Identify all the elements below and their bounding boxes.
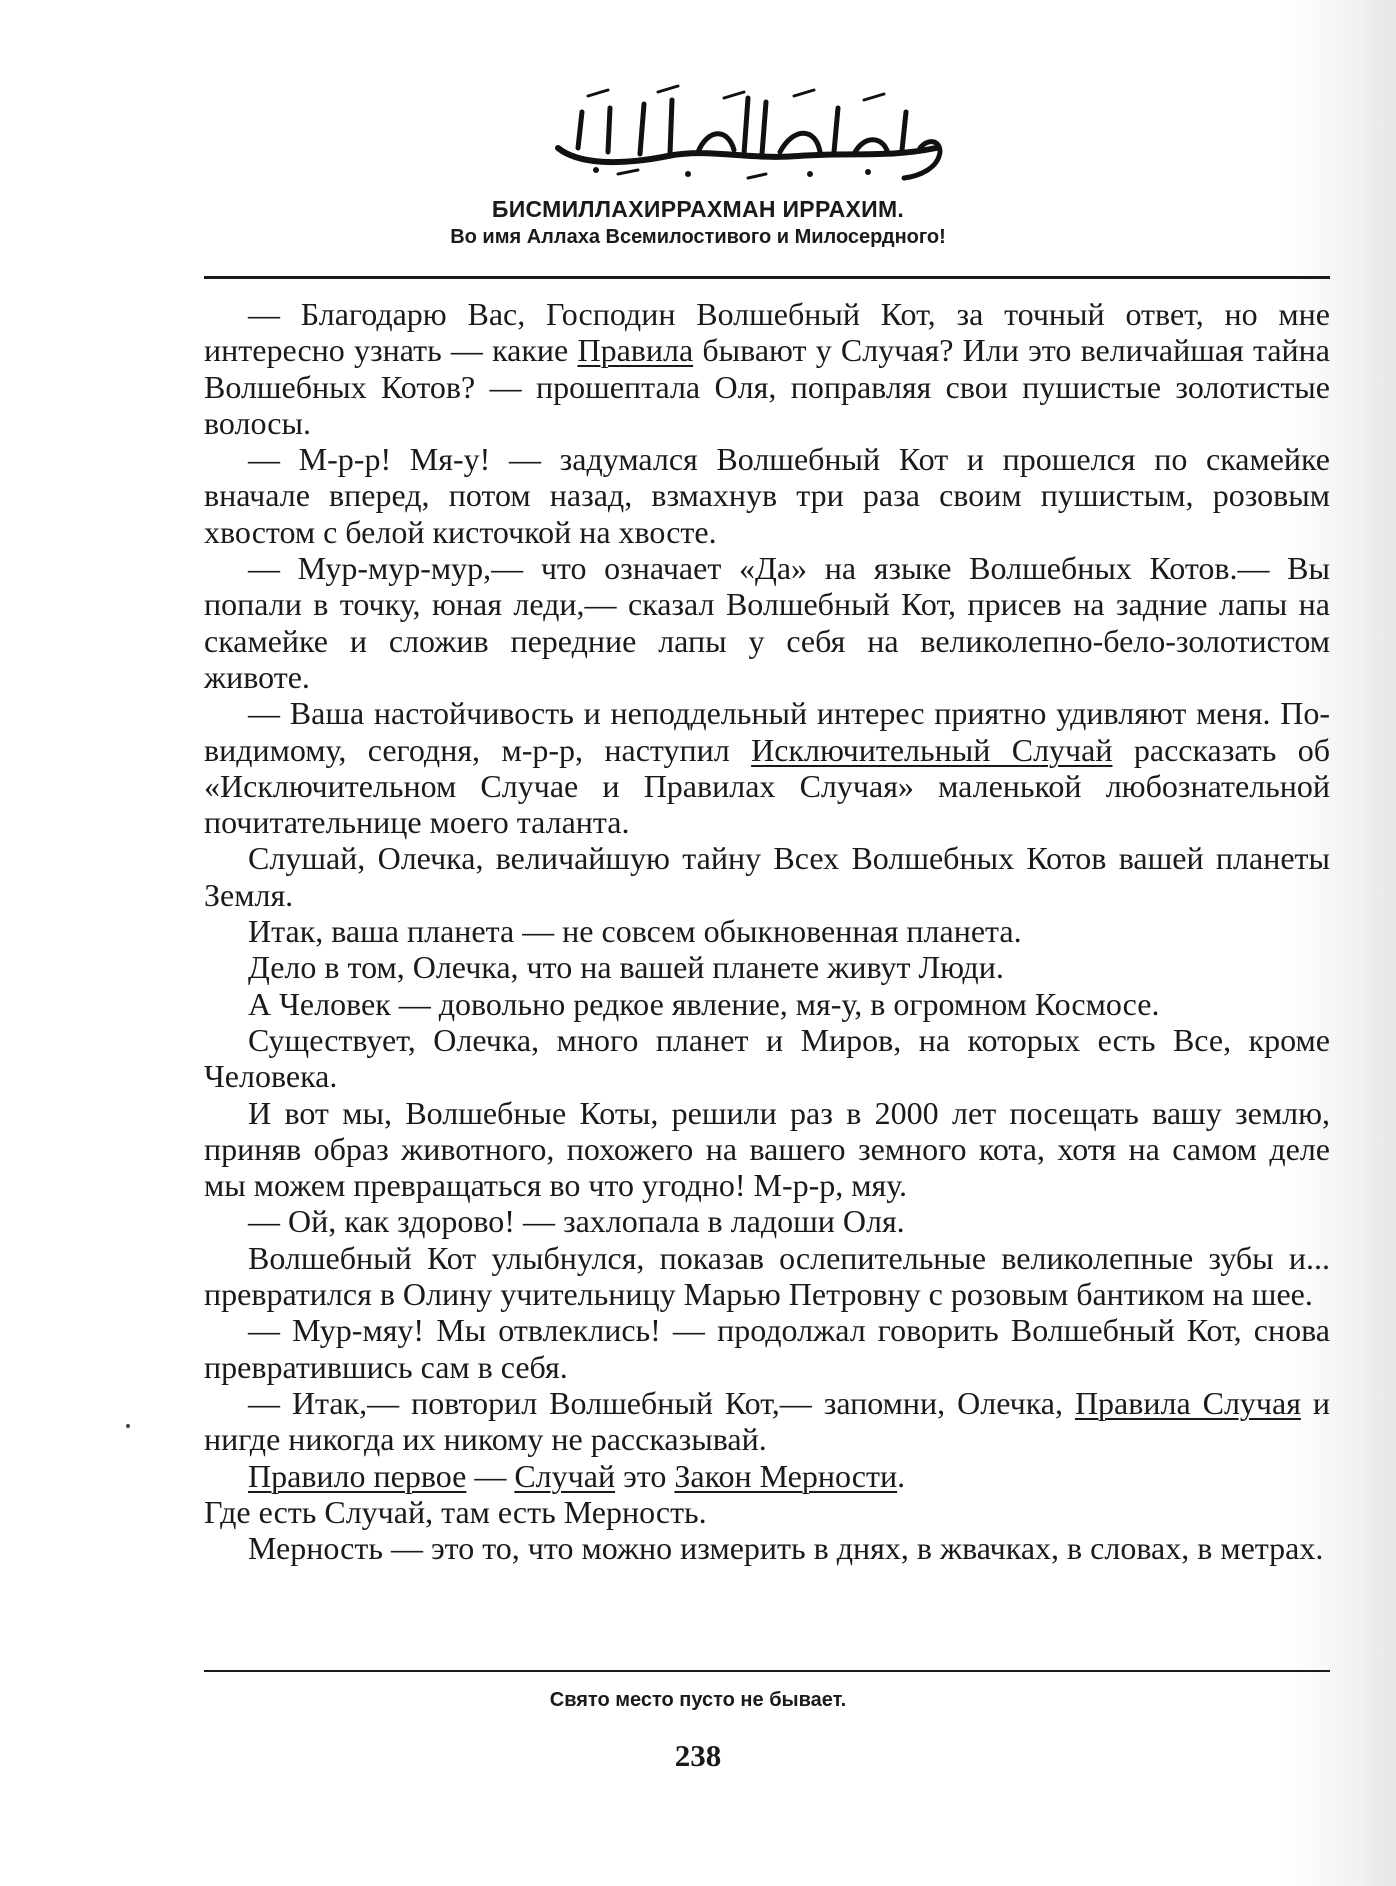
- paragraph: — Мур-мур-мур,— что означает «Да» на языке Волшебных Котов.— Вы попали в точку, юная леди,— сказал Волшебный Кот, присев на задние лапы на скамейке и сложив передние лапы у себя на великолепно-бело-золотистом животе.: [204, 550, 1330, 695]
- paragraph: — Мур-мяу! Мы отвлеклись! — продолжал говорить Волшебный Кот, снова превратившись сам в себя.: [204, 1312, 1330, 1385]
- bottom-divider: [204, 1670, 1330, 1672]
- header-subtitle: Во имя Аллаха Всемилостивого и Милосердного!: [450, 226, 946, 248]
- underlined-term: Правила: [577, 332, 694, 369]
- footer-proverb: Свято место пусто не бывает.: [549, 1689, 847, 1711]
- paragraph-text: это: [615, 1457, 675, 1494]
- paragraph-text: .: [897, 1457, 906, 1494]
- paragraph: Итак, ваша планета — не совсем обыкновенная планета.: [248, 913, 1022, 950]
- paragraph-text: — Благодарю Вас, Господин Волшебный Кот, за точный ответ, но мне интересно узнать — какие: [204, 296, 1330, 369]
- paragraph: [204, 1385, 1330, 1458]
- body-text: [204, 296, 1330, 1566]
- paragraph: — Ой, как здорово! — захлопала в ладоши Оля.: [248, 1203, 905, 1240]
- underlined-term: Исключительный Случай: [751, 731, 1113, 768]
- paragraph: Дело в том, Олечка, что на вашей планете живут Люди.: [248, 949, 1004, 986]
- paragraph: [204, 1458, 1330, 1494]
- underlined-term: Закон Мерности: [674, 1457, 898, 1494]
- bismillah-calligraphy-icon: [548, 78, 948, 186]
- paragraph: Где есть Случай, там есть Мерность.: [204, 1493, 707, 1530]
- paragraph-text: и нигде никогда их никому не рассказывай.: [204, 1384, 1331, 1458]
- paragraph: [204, 695, 1330, 840]
- underlined-term: Случай: [514, 1457, 616, 1494]
- print-speck: [126, 1424, 130, 1428]
- paragraph-text: — Ваша настойчивость и неподдельный интерес приятно удивляют меня. По-видимому, сегодня, м-р-р, наступил: [204, 695, 1330, 768]
- paragraph: — М-р-р! Мя-у! — задумался Волшебный Кот и прошелся по скамейке вначале вперед, потом назад, взмахнув три раза своим пушистым, розовым хвостом с белой кисточкой на хвосте.: [204, 441, 1330, 550]
- paragraph-text: — Итак,— повторил Волшебный Кот,— запомни, Олечка,: [248, 1384, 1075, 1421]
- paragraph: [204, 296, 1330, 441]
- underlined-term: Правила Случая: [1074, 1384, 1301, 1421]
- top-divider: [204, 276, 1330, 279]
- paragraph-text: рассказать об «Исключительном Случае и Правилах Случая» маленькой любознательной почитательнице моего таланта.: [204, 731, 1331, 841]
- header-title: БИСМИЛЛАХИРРАХМАН ИРРАХИМ.: [491, 196, 905, 222]
- paragraph: Волшебный Кот улыбнулся, показав ослепительные великолепные зубы и... превратился в Олину учительницу Марью Петровну с розовым бантиком на шее.: [204, 1239, 1330, 1313]
- paragraph-text: бывают у Случая? Или это величайшая тайна Волшебных Котов? — прошептала Оля, поправляя свои пушистые золотистые волосы.: [204, 332, 1331, 441]
- underlined-term: Правило первое: [248, 1457, 467, 1494]
- paragraph: Мерность — это то, что можно измерить в днях, в жвачках, в словах, в метрах.: [248, 1530, 1324, 1567]
- page-number: 238: [674, 1738, 722, 1773]
- paragraph: Слушай, Олечка, величайшую тайну Всех Волшебных Котов вашей планеты Земля.: [204, 840, 1330, 913]
- paragraph: И вот мы, Волшебные Коты, решили раз в 2000 лет посещать вашу землю, приняв образ животного, похожего на вашего земного кота, хотя на самом деле мы можем превращаться во что угодно! М-р-р, мяу.: [204, 1094, 1330, 1204]
- paragraph-text: —: [466, 1457, 515, 1494]
- paragraph: Существует, Олечка, много планет и Миров, на которых есть Все, кроме Человека.: [204, 1021, 1330, 1095]
- paragraph: А Человек — довольно редкое явление, мя-у, в огромном Космосе.: [248, 985, 1160, 1022]
